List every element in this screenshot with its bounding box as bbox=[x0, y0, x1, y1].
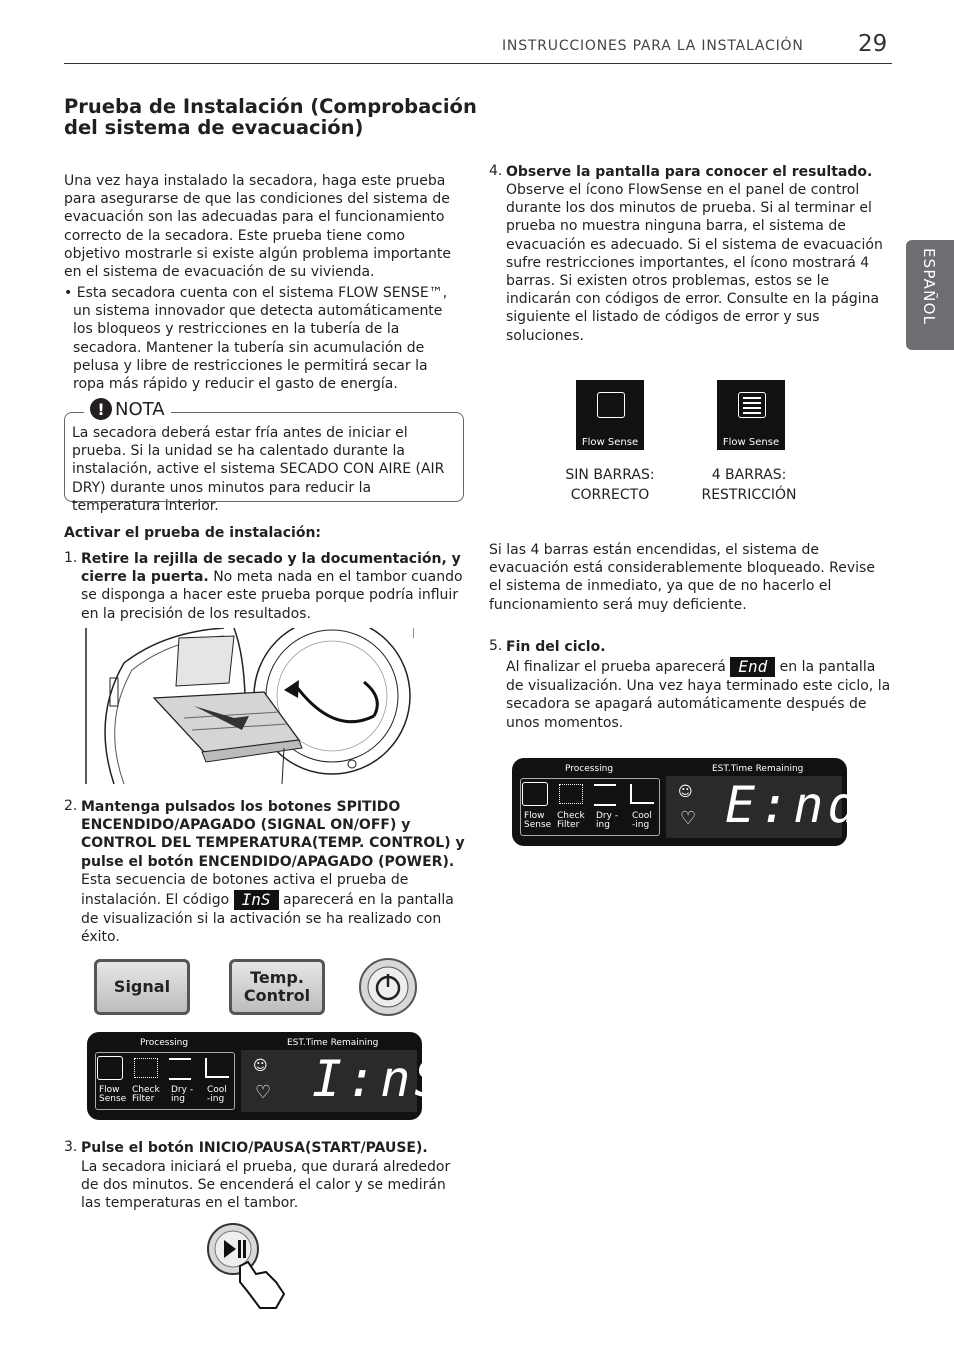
step-4-text: Observe el ícono FlowSense en el panel de control durante los dos minutos de prueba. Si al terminar el prueba no muestra ninguna barra, el sistema de evacuación es adecuado. Si el sistema de evacuación sufre restricciones importantes, el ícono mostrará 4 barras. Si existen otros problemas, estos se le indicarán con códigos de error. Consulte en la página siguiente el listado de códigos de error y sus soluciones. bbox=[506, 182, 883, 344]
dry-shirt-icon bbox=[169, 1058, 191, 1080]
activate-heading: Activar el prueba de instalación: bbox=[64, 525, 322, 541]
step-2-body-a: Esta secuencia de botones activa el prueba de instalación. El código bbox=[81, 872, 409, 908]
step-2-number: 2. bbox=[64, 798, 78, 814]
end-display-code: E:nd bbox=[725, 776, 862, 834]
step-2-bold: Mantenga pulsados los botones SPITIDO ENCENDIDO/APAGADO (SIGNAL ON/OFF) y CONTROL DEL TEMPERATURA(TEMP. CONTROL) y pulse el botón ENCENDIDO/APAGADO (POWER). bbox=[81, 799, 465, 870]
dryer-drum-illustration bbox=[84, 628, 414, 784]
end-code-display: End bbox=[730, 657, 775, 677]
icon-label-flow-sense: Flow Sense bbox=[99, 1085, 127, 1104]
processing-label: Processing bbox=[140, 1038, 189, 1048]
step-1-number: 1. bbox=[64, 550, 78, 566]
step-1-text bbox=[81, 550, 466, 623]
language-tab-label: ESPAÑOL bbox=[920, 248, 938, 326]
pointing-hand-icon bbox=[240, 1262, 284, 1308]
processing-label-end: Processing bbox=[565, 764, 614, 774]
cool-shirt-icon bbox=[205, 1058, 229, 1078]
step-5-bold: Fin del ciclo. bbox=[506, 639, 606, 655]
flowsense-bars-box bbox=[717, 380, 785, 450]
no-bars-caption-line1: SIN BARRAS: bbox=[565, 467, 655, 483]
step-1-bold: Retire la rejilla de secado y la documentación, y cierre la puerta. bbox=[81, 551, 461, 586]
heart-icon-end: ♡ bbox=[680, 808, 697, 829]
flowsense-bullet: • Esta secadora cuenta con el sistema FLOW SENSE™, un sistema innovador que detecta automáticamente los bloqueos y restricciones en la tubería de la secadora. Mantener la tubería sin acumulación de pelusa y libre de restricciones le permitirá secar la ropa más rápido y reducir el gasto de energía. bbox=[64, 285, 448, 393]
no-bars-caption-line2: CORRECTO bbox=[570, 487, 650, 503]
control-panel-ins bbox=[87, 1032, 449, 1120]
step-3-bold: Pulse el botón INICIO/PAUSA(START/PAUSE). bbox=[81, 1140, 428, 1156]
est-time-label: EST.Time Remaining bbox=[287, 1038, 379, 1048]
step-4-number: 4. bbox=[489, 163, 503, 179]
step-5-text bbox=[506, 657, 891, 732]
power-button[interactable] bbox=[358, 957, 418, 1017]
icon-label-flow-sense-end: Flow Sense bbox=[524, 811, 552, 830]
dry-shirt-icon-end bbox=[594, 784, 616, 806]
four-bars-caption bbox=[690, 465, 808, 505]
flowsense-bars-icon bbox=[738, 392, 766, 418]
warning-paragraph: Si las 4 barras están encendidas, el sistema de evacuación está considerablemente bloqueado. Revise el sistema de inmediato, ya que de no hacerlo el funcionamiento será muy deficiente. bbox=[489, 542, 875, 613]
est-time-label-end: EST.Time Remaining bbox=[712, 764, 804, 774]
page-number: 29 bbox=[858, 31, 888, 57]
check-filter-icon-end bbox=[559, 784, 583, 804]
step-3-number: 3. bbox=[64, 1139, 78, 1155]
flowsense-empty-box bbox=[576, 380, 644, 450]
header-rule bbox=[64, 63, 892, 64]
check-filter-icon bbox=[134, 1058, 158, 1078]
icon-label-drying: Dry -ing bbox=[171, 1085, 194, 1104]
flowsense-icon-end bbox=[522, 782, 548, 806]
signal-button[interactable]: Signal bbox=[94, 959, 190, 1015]
note-text: La secadora deberá estar fría antes de iniciar el prueba. Si la unidad se ha calentado durante la instalación, active el sistema SECADO CON AIRE (AIR DRY) durante unos minutos para reducir la temperatura interior. bbox=[72, 425, 445, 514]
step-3-text: La secadora iniciará el prueba, que durará alrededor de dos minutos. Se encenderá el calor y se medirán las temperaturas en el tambor. bbox=[81, 1159, 451, 1212]
cool-shirt-icon-end bbox=[630, 784, 654, 804]
child-lock-icon: ☺ bbox=[253, 1058, 268, 1074]
icon-label-drying-end: Dry -ing bbox=[596, 811, 619, 830]
flowsense-empty-label: Flow Sense bbox=[581, 437, 639, 448]
step-5-number: 5. bbox=[489, 638, 503, 654]
note-header bbox=[84, 398, 171, 420]
step-1-body: No meta nada en el tambor cuando se disponga a hacer este prueba porque podría influir en la precisión de los resultados. bbox=[81, 569, 463, 622]
child-lock-icon-end: ☺ bbox=[678, 784, 693, 800]
heart-icon: ♡ bbox=[255, 1082, 272, 1103]
ins-display-code: I:nS bbox=[312, 1050, 449, 1108]
temp-control-button[interactable]: Temp. Control bbox=[229, 959, 325, 1015]
language-tab bbox=[906, 240, 954, 350]
intro-paragraph: Una vez haya instalado la secadora, haga este prueba para asegurarse de que las condiciones del sistema de evacuación son las adecuadas para el funcionamiento correcto de la secadora. Este prueba tiene como objetivo mostrarle si existe algún problema importante en el sistema de evacuación de su vivienda. bbox=[64, 173, 451, 281]
step-2-text bbox=[81, 871, 466, 947]
four-bars-caption-line1: 4 BARRAS: bbox=[711, 467, 787, 483]
icon-label-check-filter: Check Filter bbox=[132, 1085, 160, 1104]
page-title: Prueba de Instalación (Comprobación del sistema de evacuación) bbox=[64, 95, 477, 139]
four-bars-caption-line2: RESTRICCIÓN bbox=[701, 487, 797, 503]
note-title: NOTA bbox=[115, 398, 165, 420]
icon-label-check-filter-end: Check Filter bbox=[557, 811, 585, 830]
step-5-body-b: en la pantalla de visualización. Una vez haya terminado este ciclo, la secadora se apagará automáticamente después de unos momentos. bbox=[506, 659, 891, 731]
flowsense-icon bbox=[97, 1056, 123, 1080]
icon-label-cooling-end: Cool -ing bbox=[632, 811, 652, 830]
no-bars-caption bbox=[552, 465, 668, 505]
step-2-body-b: aparecerá en la pantalla de visualización si la activación se ha realizado con éxito. bbox=[81, 891, 454, 946]
control-panel-end bbox=[512, 758, 862, 846]
step-5-body-a: Al finalizar el prueba aparecerá bbox=[506, 659, 726, 675]
start-pause-button[interactable] bbox=[200, 1222, 320, 1312]
ins-code-display: InS bbox=[234, 890, 279, 910]
flowsense-empty-icon bbox=[597, 392, 625, 418]
running-header: INSTRUCCIONES PARA LA INSTALACIÓN bbox=[502, 38, 804, 54]
flowsense-bars-label: Flow Sense bbox=[722, 437, 780, 448]
step-4-bold: Observe la pantalla para conocer el resultado. bbox=[506, 164, 873, 180]
icon-label-cooling: Cool -ing bbox=[207, 1085, 227, 1104]
warning-icon: ! bbox=[90, 398, 112, 420]
